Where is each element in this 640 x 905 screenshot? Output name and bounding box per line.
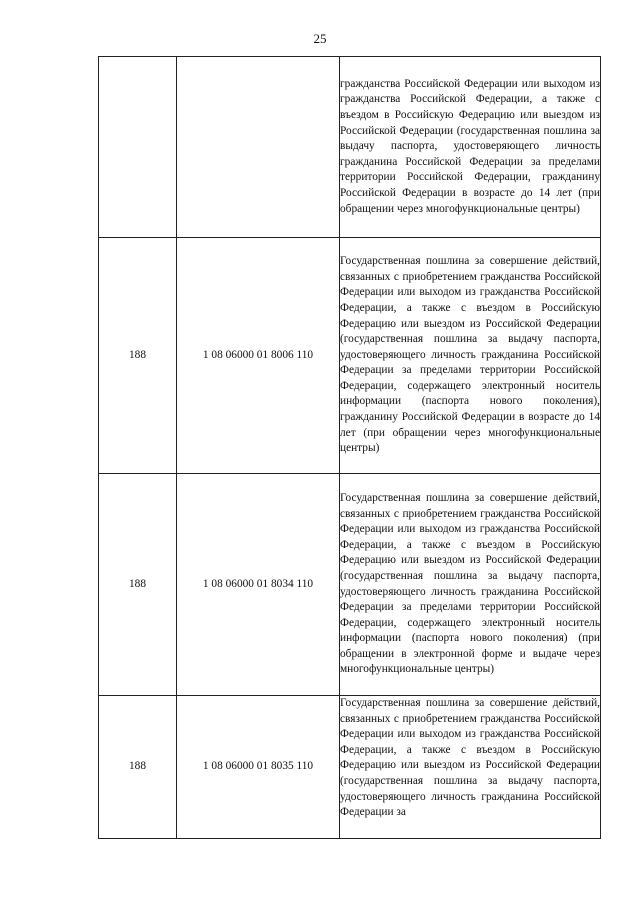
table-row [99, 696, 601, 839]
description-text: Государственная пошлина за совершение действий, связанных с приобретением гражданства Российской Федерации или выходом из гражданства Российской Федерации, а также с въездом в Российскую Федерацию или выездом из Российской Федерации (государственная пошлина за выдачу паспорта, удостоверяющего личность гражданина Российской Федерации за пределами территории Российской Федерации, содержащего электронный носитель информации (паспорта нового поколения) (при обращении в электронной форме и выдаче через многофункциональные центры) [340, 491, 600, 676]
admin-code-cell: 188 [99, 696, 177, 839]
description-cell [340, 474, 601, 696]
budget-codes-table [98, 56, 601, 839]
description-cell [340, 57, 601, 238]
kbk-code-cell: 1 08 06000 01 8035 110 [177, 696, 340, 839]
description-text: Государственная пошлина за совершение действий, связанных с приобретением гражданства Российской Федерации или выходом из гражданства Российской Федерации, а также с въездом в Российскую Федерацию или выездом из Российской Федерации (государственная пошлина за выдачу паспорта, удостоверяющего личность гражданина Российской Федерации за пределами территории Российской Федерации, содержащего электронный носитель информации (паспорта нового поколения), гражданину Российской Федерации в возрасте до 14 лет (при обращении через многофункциональные центры) [340, 255, 600, 455]
admin-code-cell: 188 [99, 238, 177, 474]
kbk-code-cell: 1 08 06000 01 8034 110 [177, 474, 340, 696]
kbk-code-cell: 1 08 06000 01 8006 110 [177, 238, 340, 474]
table-row [99, 238, 601, 474]
description-cell [340, 696, 601, 839]
admin-code-cell [99, 57, 177, 238]
admin-code-cell: 188 [99, 474, 177, 696]
description-text: гражданства Российской Федерации или выходом из гражданства Российской Федерации, а также с въездом в Российскую Федерацию или выездом из Российской Федерации (государственная пошлина за выдачу паспорта, удостоверяющего личность гражданина Российской Федерации за пределами территории Российской Федерации, гражданину Российской Федерации в возрасте до 14 лет (при обращении через многофункциональные центры) [340, 77, 600, 215]
description-cell [340, 238, 601, 474]
description-text: Государственная пошлина за совершение действий, связанных с приобретением гражданства Российской Федерации или выходом из гражданства Российской Федерации, а также с въездом в Российскую Федерацию или выездом из Российской Федерации (государственная пошлина за выдачу паспорта, удостоверяющего личность гражданина Российской Федерации за [340, 697, 600, 819]
page-number: 25 [313, 31, 327, 46]
kbk-code-cell [177, 57, 340, 238]
table-row [99, 474, 601, 696]
table-row [99, 57, 601, 238]
